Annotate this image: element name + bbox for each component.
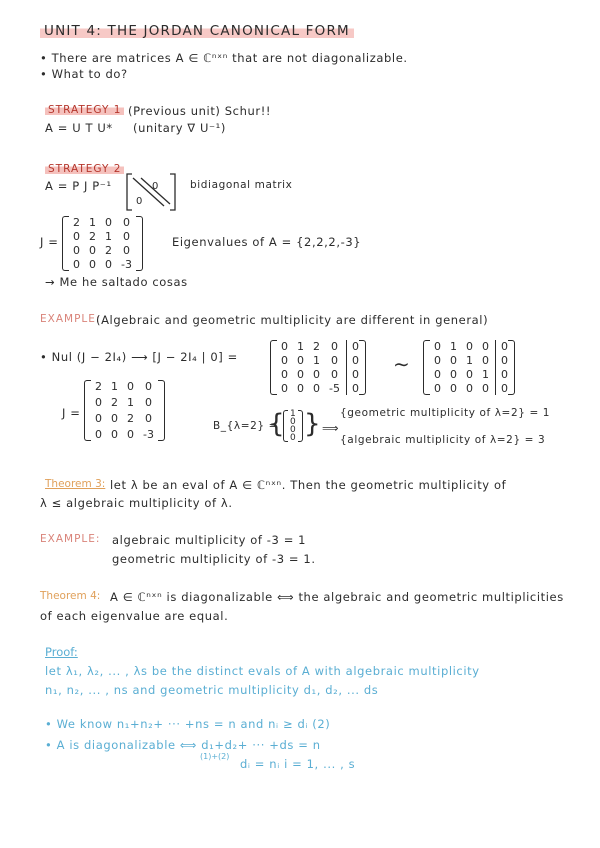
j-matrix-strategy2 <box>62 216 143 271</box>
matrix-entry: 0 <box>501 382 508 395</box>
matrix-entry: 0 <box>73 258 80 271</box>
matrix-entry: 2 <box>127 412 134 425</box>
strategy-1-formula: A = U T U* <box>45 121 113 135</box>
proof-label: Proof: <box>45 645 78 659</box>
j-prefix: J = <box>40 235 59 249</box>
matrix-entry: 0 <box>89 244 96 257</box>
matrix-entry: 2 <box>73 216 80 229</box>
matrix-entry: 1 <box>466 354 473 367</box>
theorem-3-line-1: let λ be an eval of A ∈ ℂⁿˣⁿ. Then the geometric multiplicity of <box>110 478 507 492</box>
proof-line-5-ref: (1)+(2) <box>200 752 230 761</box>
matrix-entry: 0 <box>466 340 473 353</box>
matrix-entry: 0 <box>482 340 489 353</box>
matrix-entry: 0 <box>434 382 441 395</box>
matrix-entry: 1 <box>105 230 112 243</box>
example-2-line-2: geometric multiplicity of -3 = 1. <box>112 552 316 566</box>
example-2-line-1: algebraic multiplicity of -3 = 1 <box>112 533 307 547</box>
matrix-entry: 0 <box>330 368 338 381</box>
matrix-entry: 0 <box>434 368 441 381</box>
matrix-entry: 0 <box>281 354 288 367</box>
strategy-2-formula: A = P J P⁻¹ <box>45 179 112 193</box>
matrix-entry: 1 <box>127 396 134 409</box>
matrix-entry: 0 <box>466 368 473 381</box>
algebraic-multiplicity-text: {algebraic multiplicity of λ=2} = 3 <box>340 434 546 446</box>
matrix-entry: 0 <box>501 340 508 353</box>
theorem-4-line-1: A ∈ ℂⁿˣⁿ is diagonalizable ⟺ the algebraic and geometric multiplicities <box>110 590 564 604</box>
svg-text:0: 0 <box>136 196 143 207</box>
matrix-entry: 0 <box>144 412 152 425</box>
matrix-entry: 0 <box>297 354 304 367</box>
intro-line-1: • There are matrices A ∈ ℂⁿˣⁿ that are not diagonalizable. <box>40 51 408 65</box>
row-equivalent-symbol: ∼ <box>393 352 411 376</box>
matrix-entry: 0 <box>351 382 359 395</box>
strategy-1-note: (Previous unit) Schur!! <box>128 104 272 118</box>
matrix-entry: 0 <box>127 380 134 393</box>
page-title: UNIT 4: THE JORDAN CANONICAL FORM <box>40 22 354 40</box>
matrix-entry: 0 <box>144 396 152 409</box>
intro-line-2: • What to do? <box>40 67 128 81</box>
matrix-entry: 0 <box>501 368 508 381</box>
matrix-entry: 0 <box>144 380 152 393</box>
bidiagonal-label: bidiagonal matrix <box>190 179 293 191</box>
theorem-4-label: Theorem 4: <box>40 590 101 602</box>
matrix-entry: 0 <box>351 354 359 367</box>
matrix-entry: 0 <box>127 428 134 441</box>
matrix-entry: 0 <box>281 368 288 381</box>
matrix-entry: 0 <box>313 382 320 395</box>
matrix-entry: 0 <box>95 396 102 409</box>
basis-brace-right: } <box>304 409 321 439</box>
matrix-entry: 1 <box>450 340 457 353</box>
matrix-entry: 0 <box>290 433 296 443</box>
matrix-entry: 0 <box>466 382 473 395</box>
matrix-entry: 0 <box>434 340 441 353</box>
j-prefix-example: J = <box>62 406 81 420</box>
matrix-entry: 1 <box>111 380 118 393</box>
matrix-entry: 0 <box>434 354 441 367</box>
matrix-entry: 0 <box>313 368 320 381</box>
theorem-3-label: Theorem 3: <box>45 478 106 490</box>
svg-text:0: 0 <box>152 181 159 192</box>
strategy-2-label: STRATEGY 2 <box>45 163 124 175</box>
strategy-1-detail: (unitary ∇ U⁻¹) <box>133 121 226 135</box>
proof-line-2: n₁, n₂, ... , ns and geometric multiplicity d₁, d₂, ... ds <box>45 683 379 697</box>
matrix-entry: 0 <box>330 340 338 353</box>
matrix-entry: 0 <box>281 340 288 353</box>
strategy-1-label: STRATEGY 1 <box>45 104 124 116</box>
matrix-entry: 0 <box>73 244 80 257</box>
matrix-entry: 0 <box>482 382 489 395</box>
matrix-entry: 0 <box>450 368 457 381</box>
matrix-entry: 1 <box>89 216 96 229</box>
matrix-entry: 0 <box>351 368 359 381</box>
matrix-entry: 0 <box>351 340 359 353</box>
matrix-entry: 0 <box>290 425 296 435</box>
matrix-entry: 1 <box>297 340 304 353</box>
matrix-entry: 0 <box>73 230 80 243</box>
theorem-4-line-2: of each eigenvalue are equal. <box>40 609 229 623</box>
example-1-text: (Algebraic and geometric multiplicity are different in general) <box>96 313 489 327</box>
matrix-entry: 0 <box>450 382 457 395</box>
nul-expression: • Nul (J − 2I₄) ⟶ [J − 2I₄ | 0] = <box>40 350 238 364</box>
matrix-entry: 0 <box>501 354 508 367</box>
matrix-entry: -3 <box>143 428 154 441</box>
matrix-entry: 0 <box>297 368 304 381</box>
matrix-entry: 1 <box>290 409 296 419</box>
matrix-entry: 0 <box>330 354 338 367</box>
matrix-entry: -5 <box>329 382 340 395</box>
matrix-entry: 2 <box>313 340 320 353</box>
matrix-entry: 0 <box>111 428 118 441</box>
matrix-entry: 2 <box>95 380 102 393</box>
matrix-entry: 0 <box>105 258 112 271</box>
matrix-entry: 0 <box>290 417 296 427</box>
matrix-entry: -3 <box>121 258 132 271</box>
j-matrix-example <box>84 380 165 441</box>
matrix-entry: 0 <box>95 412 102 425</box>
basis-brace-left: { <box>268 409 285 439</box>
matrix-entry: 0 <box>122 244 130 257</box>
proof-line-5: dᵢ = nᵢ i = 1, ... , s <box>240 757 356 771</box>
geometric-multiplicity-text: {geometric multiplicity of λ=2} = 1 <box>340 407 551 419</box>
augmented-matrix-1 <box>270 340 366 395</box>
proof-line-1: let λ₁, λ₂, ... , λs be the distinct evals of A with algebraic multiplicity <box>45 664 480 678</box>
basis-vector <box>283 410 303 442</box>
matrix-entry: 0 <box>95 428 102 441</box>
matrix-entry: 0 <box>482 354 489 367</box>
matrix-entry: 0 <box>111 412 118 425</box>
example-1-label: EXAMPLE: <box>40 313 101 325</box>
matrix-entry: 2 <box>105 244 112 257</box>
matrix-entry: 0 <box>89 258 96 271</box>
skipped-note: → Me he saltado cosas <box>45 275 188 289</box>
matrix-entry: 1 <box>313 354 320 367</box>
matrix-entry: 2 <box>89 230 96 243</box>
basis-label: B_{λ=2} = <box>213 420 279 432</box>
example-2-label: EXAMPLE: <box>40 533 101 545</box>
proof-line-4: • A is diagonalizable ⟺ d₁+d₂+ ··· +ds = n <box>45 738 321 752</box>
eigenvalues-text: Eigenvalues of A = {2,2,2,-3} <box>172 235 362 249</box>
matrix-entry: 0 <box>122 230 130 243</box>
bidiagonal-sketch <box>124 172 180 212</box>
matrix-entry: 1 <box>482 368 489 381</box>
matrix-entry: 0 <box>297 382 304 395</box>
theorem-3-line-2: λ ≤ algebraic multiplicity of λ. <box>40 496 233 510</box>
implies-symbol: ⟹ <box>322 421 340 435</box>
matrix-entry: 0 <box>281 382 288 395</box>
matrix-entry: 0 <box>122 216 130 229</box>
matrix-entry: 2 <box>111 396 118 409</box>
augmented-matrix-2 <box>423 340 515 395</box>
proof-line-3: • We know n₁+n₂+ ··· +ns = n and nᵢ ≥ dᵢ (2) <box>45 717 331 731</box>
matrix-entry: 0 <box>450 354 457 367</box>
matrix-entry: 0 <box>105 216 112 229</box>
